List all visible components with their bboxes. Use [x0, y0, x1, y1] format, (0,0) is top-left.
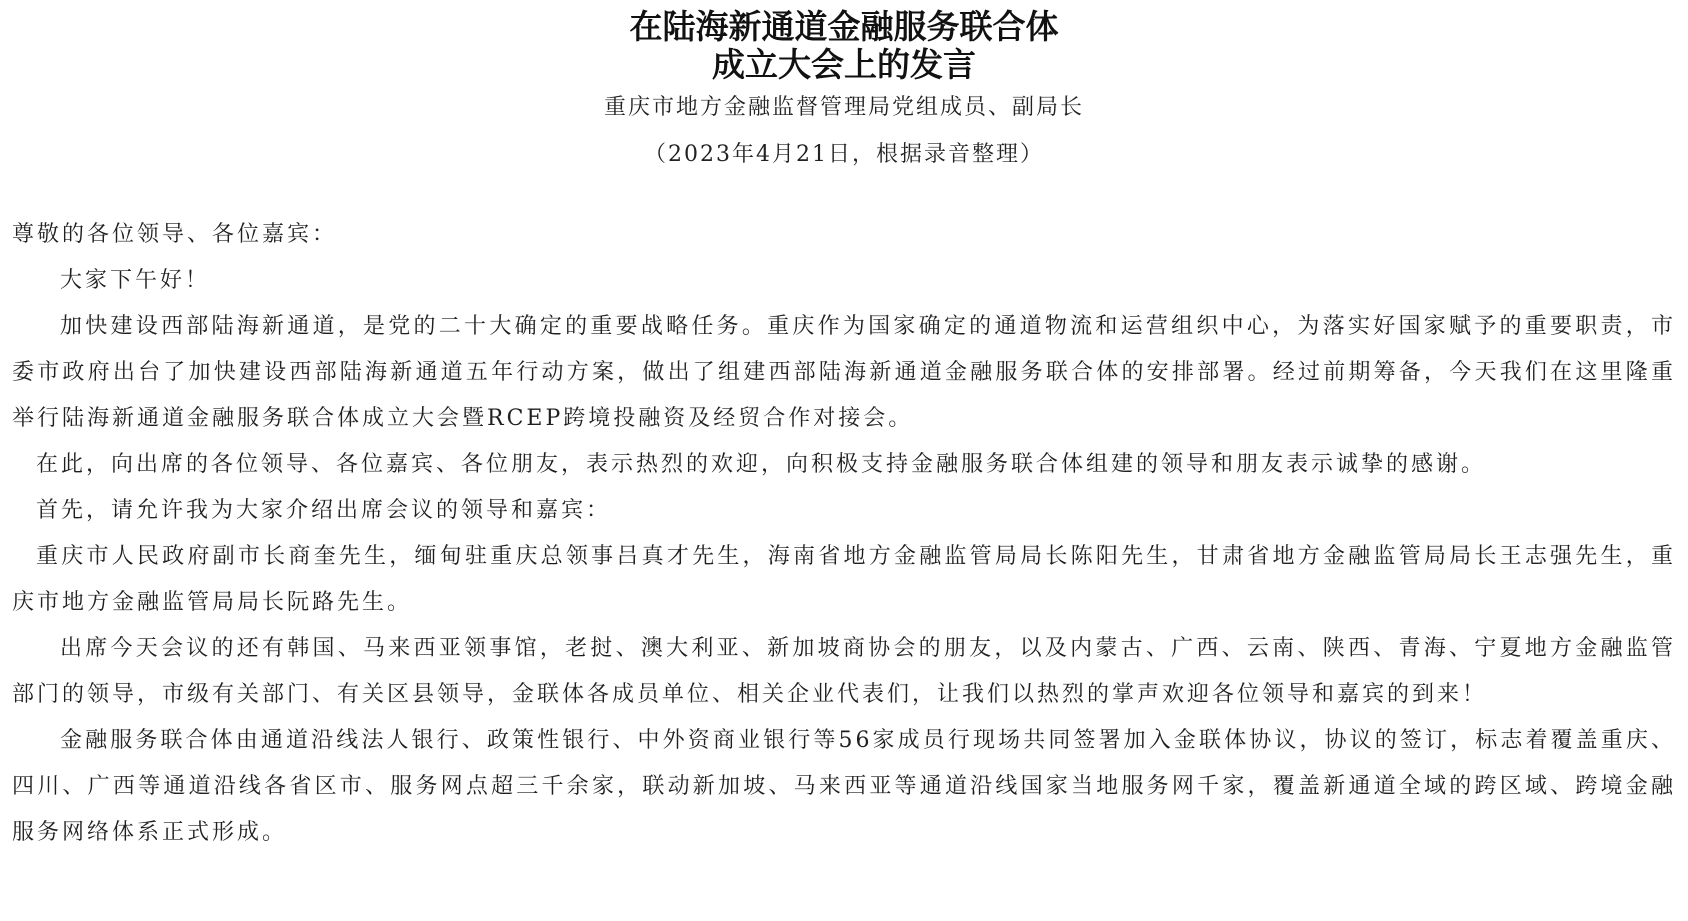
paragraph-guests: 重庆市人民政府副市长商奎先生，缅甸驻重庆总领事吕真才先生，海南省地方金融监管局局长陈阳先生，甘肃省地方金融监管局局长王志强先生，重庆市地方金融监管局局长阮路先生。 [12, 544, 1676, 615]
document-title-line-2: 成立大会上的发言 [712, 45, 976, 84]
paragraph-attendees: 出席今天会议的还有韩国、马来西亚领事馆，老挝、澳大利亚、新加坡商协会的朋友，以及内蒙古、广西、云南、陕西、青海、宁夏地方金融监管部门的领导，市级有关部门、有关区县领导，金联体各成员单位、相关企业代表们，让我们以热烈的掌声欢迎各位领导和嘉宾的到来！ [12, 636, 1676, 707]
paragraph-welcome: 在此，向出席的各位领导、各位嘉宾、各位朋友，表示热烈的欢迎，向积极支持金融服务联合体组建的领导和朋友表示诚挚的感谢。 [36, 452, 1487, 477]
speech-body [12, 212, 1676, 856]
paragraph-introduction: 首先，请允许我为大家介绍出席会议的领导和嘉宾： [36, 498, 612, 523]
salutation: 尊敬的各位领导、各位嘉宾： [12, 222, 338, 247]
date-note: （2023年4月21日，根据录音整理） [644, 142, 1044, 167]
paragraph-alliance: 金融服务联合体由通道沿线法人银行、政策性银行、中外资商业银行等56家成员行现场共同签署加入金联体协议，协议的签订，标志着覆盖重庆、四川、广西等通道沿线各省区市、服务网点超三千余家，联动新加坡、马来西亚等通道沿线国家当地服务网千家，覆盖新通道全域的跨区域、跨境金融服务网络体系正式形成。 [12, 728, 1676, 845]
greeting: 大家下午好！ [60, 268, 211, 293]
speaker-affiliation: 重庆市地方金融监督管理局党组成员、副局长 [603, 95, 1084, 120]
paragraph-background: 加快建设西部陆海新通道，是党的二十大确定的重要战略任务。重庆作为国家确定的通道物流和运营组织中心，为落实好国家赋予的重要职责，市委市政府出台了加快建设西部陆海新通道五年行动方案，做出了组建西部陆海新通道金融服务联合体的安排部署。经过前期筹备，今天我们在这里隆重举行陆海新通道金融服务联合体成立大会暨RCEP跨境投融资及经贸合作对接会。 [12, 314, 1676, 431]
document-title-line-1: 在陆海新通道金融服务联合体 [629, 7, 1059, 46]
